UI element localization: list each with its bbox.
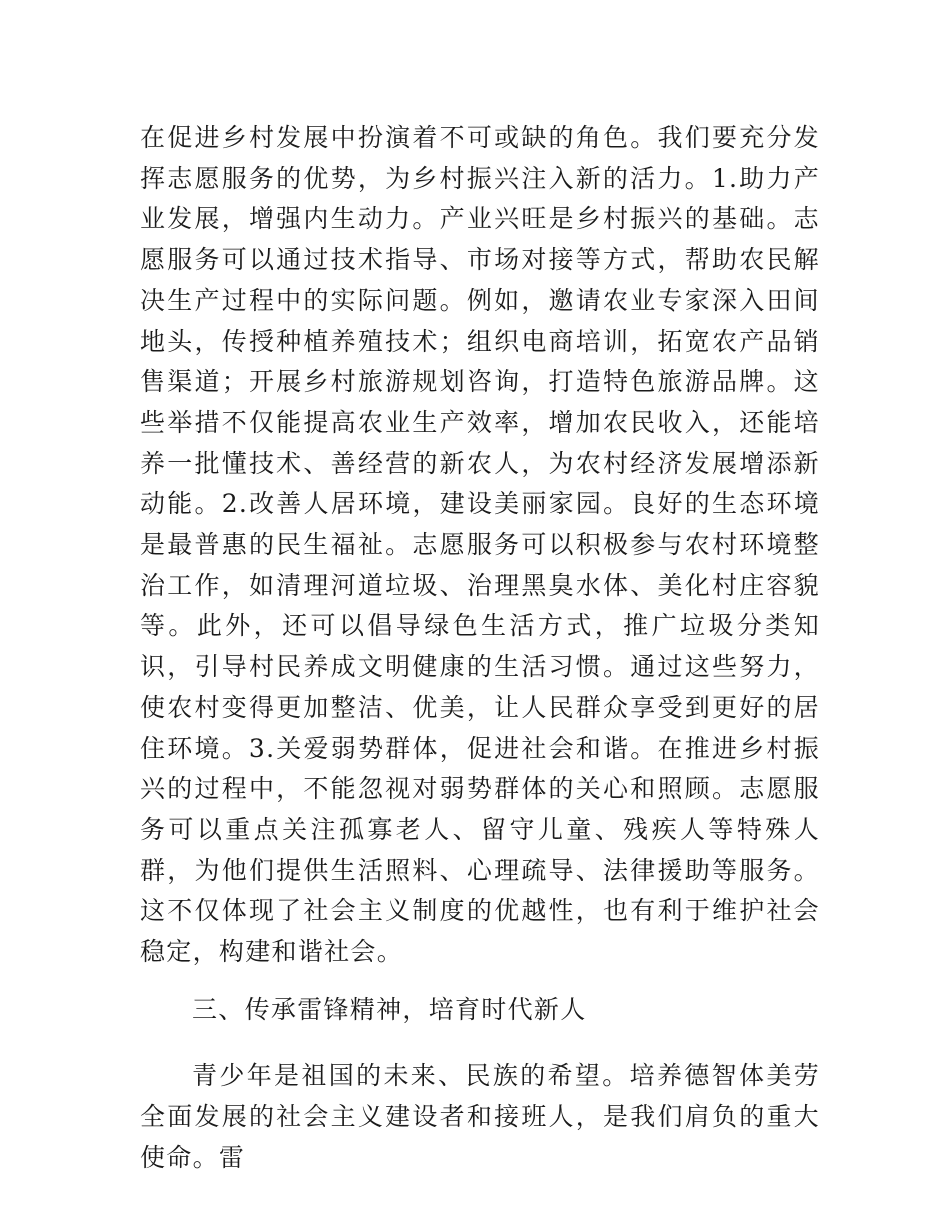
body-paragraph: 在促进乡村发展中扮演着不可或缺的角色。我们要充分发挥志愿服务的优势，为乡村振兴注入新的活力。1.助力产业发展，增强内生动力。产业兴旺是乡村振兴的基础。志愿服务可以通过技术指导、市场对接等方式，帮助农民解决生产过程中的实际问题。例如，邀请农业专家深入田间地头，传授种植养殖技术；组织电商培训，拓宽农产品销售渠道；开展乡村旅游规划咨询，打造特色旅游品牌。这些举措不仅能提高农业生产效率，增加农民收入，还能培养一批懂技术、善经营的新农人，为农村经济发展增添新动能。2.改善人居环境，建设美丽家园。良好的生态环境是最普惠的民生福祉。志愿服务可以积极参与农村环境整治工作，如清理河道垃圾、治理黑臭水体、美化村庄容貌等。此外，还可以倡导绿色生活方式，推广垃圾分类知识，引导村民养成文明健康的生活习惯。通过这些努力，使农村变得更加整洁、优美，让人民群众享受到更好的居住环境。3.关爱弱势群体，促进社会和谐。在推进乡村振兴的过程中，不能忽视对弱势群体的关心和照顾。志愿服务可以重点关注孤寡老人、留守儿童、残疾人等特殊人群，为他们提供生活照料、心理疏导、法律援助等服务。这不仅体现了社会主义制度的优越性，也有利于维护社会稳定，构建和谐社会。 — [140, 123, 820, 967]
body-paragraph: 青少年是祖国的未来、民族的希望。培养德智体美劳全面发展的社会主义建设者和接班人，是我们肩负的重大使命。雷 — [140, 1061, 820, 1172]
section-heading: 三、传承雷锋精神，培育时代新人 — [192, 994, 587, 1024]
document-body — [140, 118, 820, 1179]
